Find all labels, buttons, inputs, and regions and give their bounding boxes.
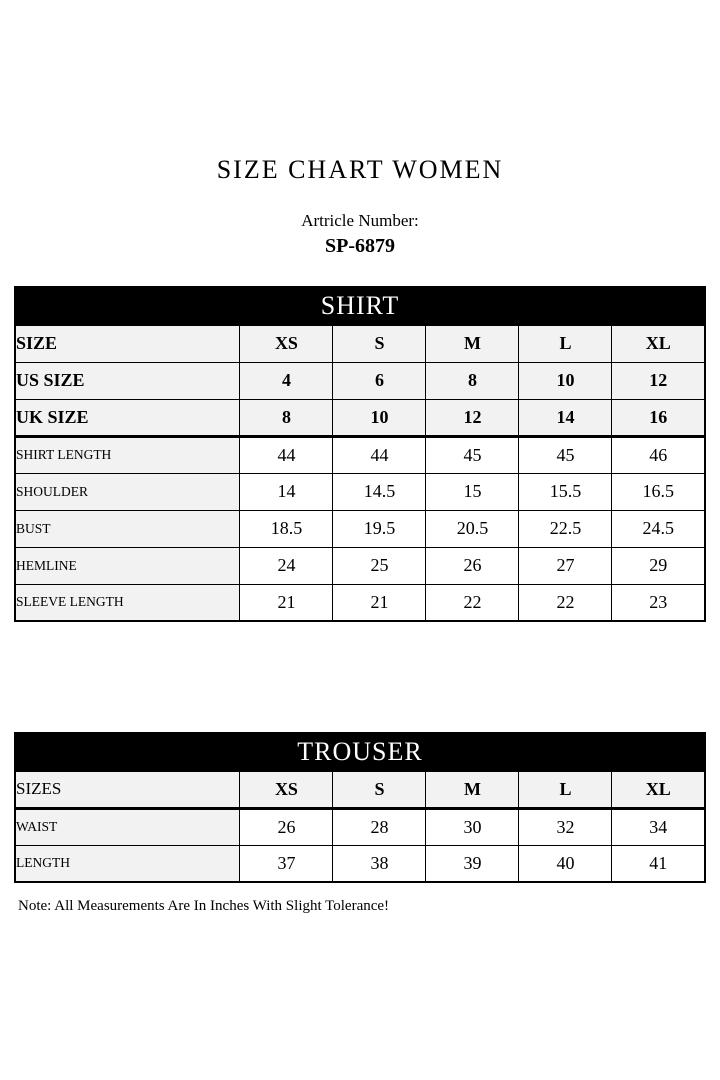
value-cell: 22 — [519, 584, 612, 621]
value-cell: 46 — [612, 436, 705, 473]
table-header-row — [15, 733, 705, 771]
value-cell: 26 — [240, 808, 333, 845]
row-label-cell: SIZES — [15, 771, 240, 808]
value-cell: 14.5 — [333, 473, 426, 510]
value-cell: 45 — [426, 436, 519, 473]
table-row — [15, 510, 705, 547]
value-cell: XL — [612, 325, 705, 362]
article-number-value: SP-6879 — [325, 235, 395, 257]
table-row — [15, 436, 705, 473]
value-cell: 21 — [240, 584, 333, 621]
value-cell: 10 — [519, 362, 612, 399]
value-cell: XS — [240, 771, 333, 808]
measurement-note: Note: All Measurements Are In Inches With Slight Tolerance! — [18, 898, 390, 914]
row-label-cell: SIZE — [15, 325, 240, 362]
value-cell: 26 — [426, 547, 519, 584]
value-cell: 21 — [333, 584, 426, 621]
value-cell: 28 — [333, 808, 426, 845]
table-row — [15, 399, 705, 436]
row-label-cell: US SIZE — [15, 362, 240, 399]
row-label-cell: LENGTH — [15, 845, 240, 882]
value-cell: 20.5 — [426, 510, 519, 547]
value-cell: 22 — [426, 584, 519, 621]
value-cell: 40 — [519, 845, 612, 882]
value-cell: 12 — [426, 399, 519, 436]
value-cell: 16 — [612, 399, 705, 436]
value-cell: S — [333, 325, 426, 362]
value-cell: 23 — [612, 584, 705, 621]
value-cell: XL — [612, 771, 705, 808]
row-label-cell: SLEEVE LENGTH — [15, 584, 240, 621]
table-row — [15, 547, 705, 584]
value-cell: 4 — [240, 362, 333, 399]
value-cell: 30 — [426, 808, 519, 845]
value-cell: 14 — [240, 473, 333, 510]
value-cell: 45 — [519, 436, 612, 473]
value-cell: 44 — [240, 436, 333, 473]
value-cell: 24.5 — [612, 510, 705, 547]
row-label-cell: WAIST — [15, 808, 240, 845]
shirt-table-title: SHIRT — [15, 287, 705, 325]
row-label-cell: BUST — [15, 510, 240, 547]
value-cell: 16.5 — [612, 473, 705, 510]
value-cell: 29 — [612, 547, 705, 584]
value-cell: 8 — [426, 362, 519, 399]
value-cell: 10 — [333, 399, 426, 436]
table-row — [15, 808, 705, 845]
value-cell: 6 — [333, 362, 426, 399]
value-cell: 24 — [240, 547, 333, 584]
trouser-table-title: TROUSER — [15, 733, 705, 771]
value-cell: 39 — [426, 845, 519, 882]
trouser-size-table — [14, 732, 706, 883]
value-cell: 15.5 — [519, 473, 612, 510]
value-cell: 22.5 — [519, 510, 612, 547]
row-label-cell: SHIRT LENGTH — [15, 436, 240, 473]
value-cell: 15 — [426, 473, 519, 510]
row-label-cell: UK SIZE — [15, 399, 240, 436]
value-cell: 44 — [333, 436, 426, 473]
value-cell: 38 — [333, 845, 426, 882]
table-row — [15, 584, 705, 621]
value-cell: 18.5 — [240, 510, 333, 547]
value-cell: 12 — [612, 362, 705, 399]
value-cell: 34 — [612, 808, 705, 845]
value-cell: L — [519, 325, 612, 362]
value-cell: 32 — [519, 808, 612, 845]
trouser-table-body — [15, 771, 705, 882]
row-label-cell: HEMLINE — [15, 547, 240, 584]
value-cell: M — [426, 771, 519, 808]
table-header-row — [15, 287, 705, 325]
value-cell: S — [333, 771, 426, 808]
value-cell: XS — [240, 325, 333, 362]
value-cell: 25 — [333, 547, 426, 584]
table-row — [15, 325, 705, 362]
table-row — [15, 845, 705, 882]
shirt-table-body — [15, 325, 705, 621]
value-cell: 19.5 — [333, 510, 426, 547]
shirt-size-table — [14, 286, 706, 622]
value-cell: 27 — [519, 547, 612, 584]
value-cell: 14 — [519, 399, 612, 436]
article-number-label: Artricle Number: — [301, 211, 419, 230]
table-row — [15, 362, 705, 399]
row-label-cell: SHOULDER — [15, 473, 240, 510]
value-cell: L — [519, 771, 612, 808]
value-cell: 41 — [612, 845, 705, 882]
table-row — [15, 473, 705, 510]
value-cell: 8 — [240, 399, 333, 436]
page-title: SIZE CHART WOMEN — [216, 155, 504, 184]
table-row — [15, 771, 705, 808]
value-cell: 37 — [240, 845, 333, 882]
value-cell: M — [426, 325, 519, 362]
